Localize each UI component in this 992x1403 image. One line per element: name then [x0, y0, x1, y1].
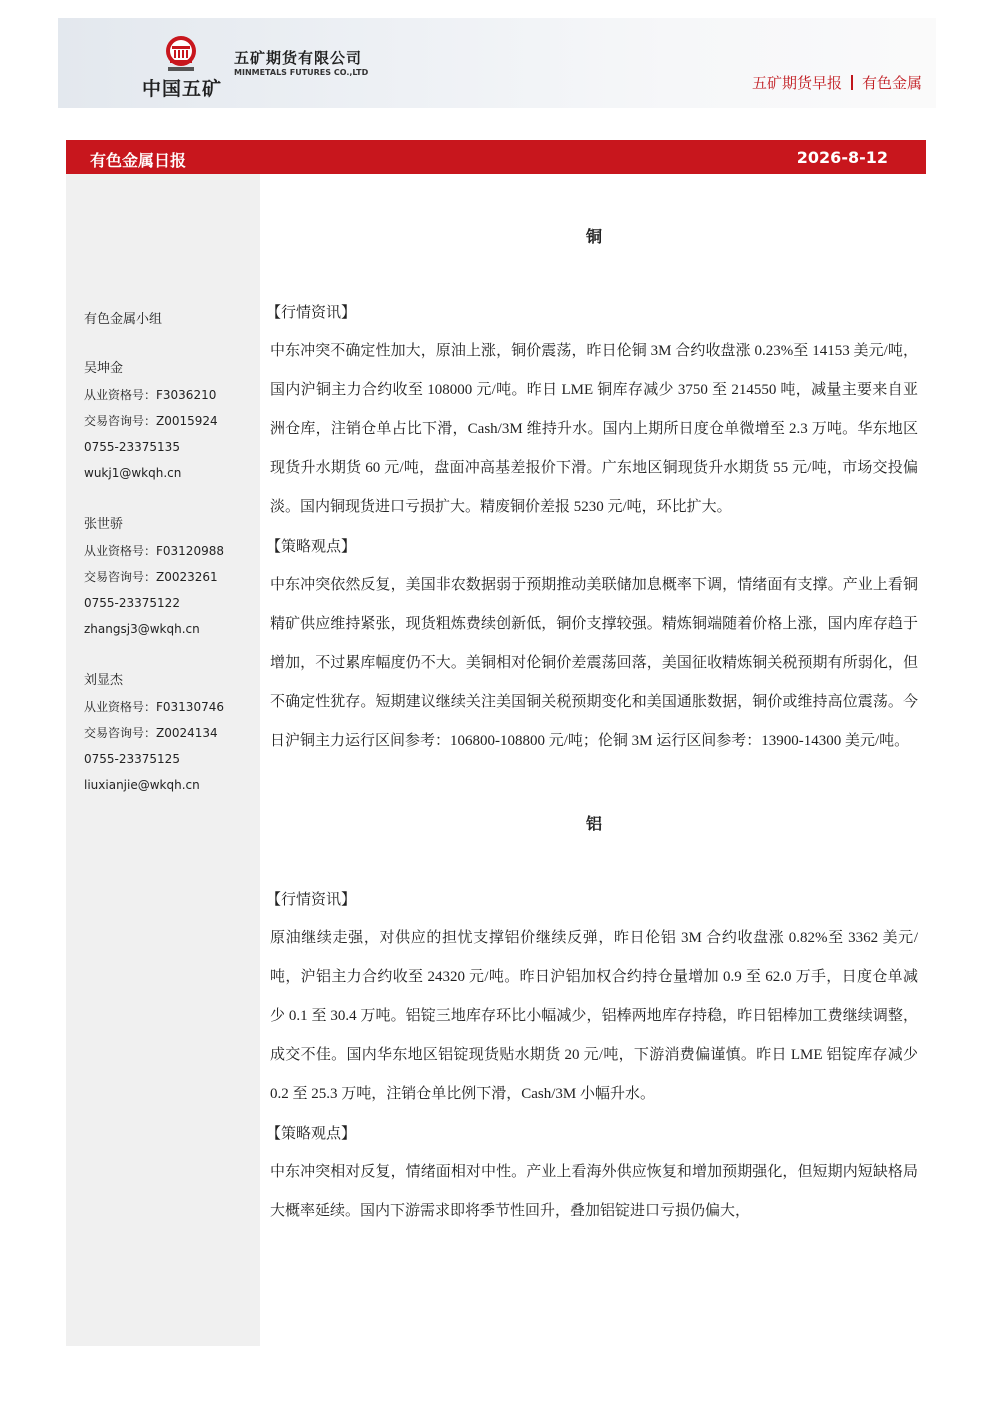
strategy-text: 中东冲突相对反复，情绪面相对中性。产业上看海外供应恢复和增加预期强化，但短期内短缺格局大概率延续。国内下游需求即将季节性回升，叠加铝锭进口亏损仍偏大， [270, 1164, 918, 1219]
analyst-name: 吴坤金 [84, 361, 124, 376]
qualification-number: 从业资格号：F03120988 [84, 544, 224, 558]
consultation-number: 交易咨询号：Z0015924 [84, 414, 218, 428]
qualification-number: 从业资格号：F03130746 [84, 700, 224, 714]
qualification-number: 从业资格号：F3036210 [84, 388, 217, 402]
email-address: zhangsj3@wkqh.cn [84, 622, 200, 636]
strategy-heading: 【策略观点】 [266, 1124, 357, 1142]
logo-text: 中国五矿 [142, 78, 223, 100]
strategy-heading: 【策略观点】 [266, 537, 357, 555]
market-info-heading: 【行情资讯】 [266, 303, 357, 321]
report-content [266, 174, 918, 1231]
phone-number: 0755-23375135 [84, 440, 180, 454]
analyst-name: 刘显杰 [84, 673, 124, 688]
analyst-card [84, 512, 224, 642]
analyst-card [84, 668, 224, 798]
consultation-number: 交易咨询号：Z0023261 [84, 570, 218, 584]
phone-number: 0755-23375122 [84, 596, 180, 610]
analyst-sidebar [66, 174, 260, 1346]
section-title: 铜 [585, 227, 602, 246]
email-address: liuxianjie@wkqh.cn [84, 778, 200, 792]
report-tag [752, 72, 922, 93]
separator [851, 75, 853, 90]
china-minmetals-emblem-icon [162, 34, 200, 74]
copper-section [266, 224, 918, 761]
analyst-name: 张世骄 [84, 517, 124, 532]
email-address: wukj1@wkqh.cn [84, 466, 182, 480]
market-info-text: 原油继续走强，对供应的担忧支撑铝价继续反弹，昨日伦铝 3M 合约收盘涨 0.82%至 3362 美元/吨，沪铝主力合约收至 24320 元/吨。昨日沪铝加权合约持仓量增加 0.9 至 62.0 万手，日度仓单减少 0.1 至 30.4 万吨。铝锭三地库存环比小幅减少，铝棒两地库存持稳，昨日铝棒加工费继续调整，成交不佳。国内华东地区铝锭现货贴水期货 20 元/吨，下游消费偏谨慎。昨日 LME 铝锭库存减少 0.2 至 25.3 万吨，注销仓单比例下滑，Cash/3M 小幅升水。 [270, 930, 918, 1102]
title-bar [66, 140, 926, 174]
report-date: 2026-8-12 [796, 148, 888, 167]
section-title: 铝 [585, 814, 602, 833]
market-info-heading: 【行情资讯】 [266, 890, 357, 908]
aluminum-section [266, 811, 918, 1231]
company-name-cn: 五矿期货有限公司 [234, 49, 363, 67]
consultation-number: 交易咨询号：Z0024134 [84, 726, 218, 740]
phone-number: 0755-23375125 [84, 752, 180, 766]
team-name: 有色金属小组 [84, 312, 163, 327]
report-category: 有色金属 [861, 74, 922, 92]
report-name: 五矿期货早报 [751, 74, 842, 92]
analyst-card [84, 356, 218, 486]
report-title: 有色金属日报 [90, 151, 187, 170]
page-header [58, 18, 936, 108]
company-name-en: MINMETALS FUTURES CO.,LTD [234, 68, 369, 77]
strategy-text: 中东冲突依然反复，美国非农数据弱于预期推动美联储加息概率下调，情绪面有支撑。产业上看铜精矿供应维持紧张，现货粗炼费续创新低，铜价支撑较强。精炼铜端随着价格上涨，国内库存趋于增加，不过累库幅度仍不大。美铜相对伦铜价差震荡回落，美国征收精炼铜关税预期有所弱化，但不确定性犹存。短期建议继续关注美国铜关税预期变化和美国通胀数据，铜价或维持高位震荡。今日沪铜主力运行区间参考：106800-108800 元/吨；伦铜 3M 运行区间参考：13900-14300 美元/吨。 [270, 577, 918, 749]
market-info-text: 中东冲突不确定性加大，原油上涨，铜价震荡，昨日伦铜 3M 合约收盘涨 0.23%至 14153 美元/吨，国内沪铜主力合约收至 108000 元/吨。昨日 LME 铜库存减少 3750 至 214550 吨，减量主要来自亚洲仓库，注销仓单占比下滑，Cash/3M 维持升水。国内上期所日度仓单微增至 2.3 万吨。华东地区现货升水期货 60 元/吨，盘面冲高基差报价下滑。广东地区铜现货升水期货 55 元/吨，市场交投偏淡。国内铜现货进口亏损扩大。精废铜价差报 5230 元/吨，环比扩大。 [270, 343, 918, 515]
